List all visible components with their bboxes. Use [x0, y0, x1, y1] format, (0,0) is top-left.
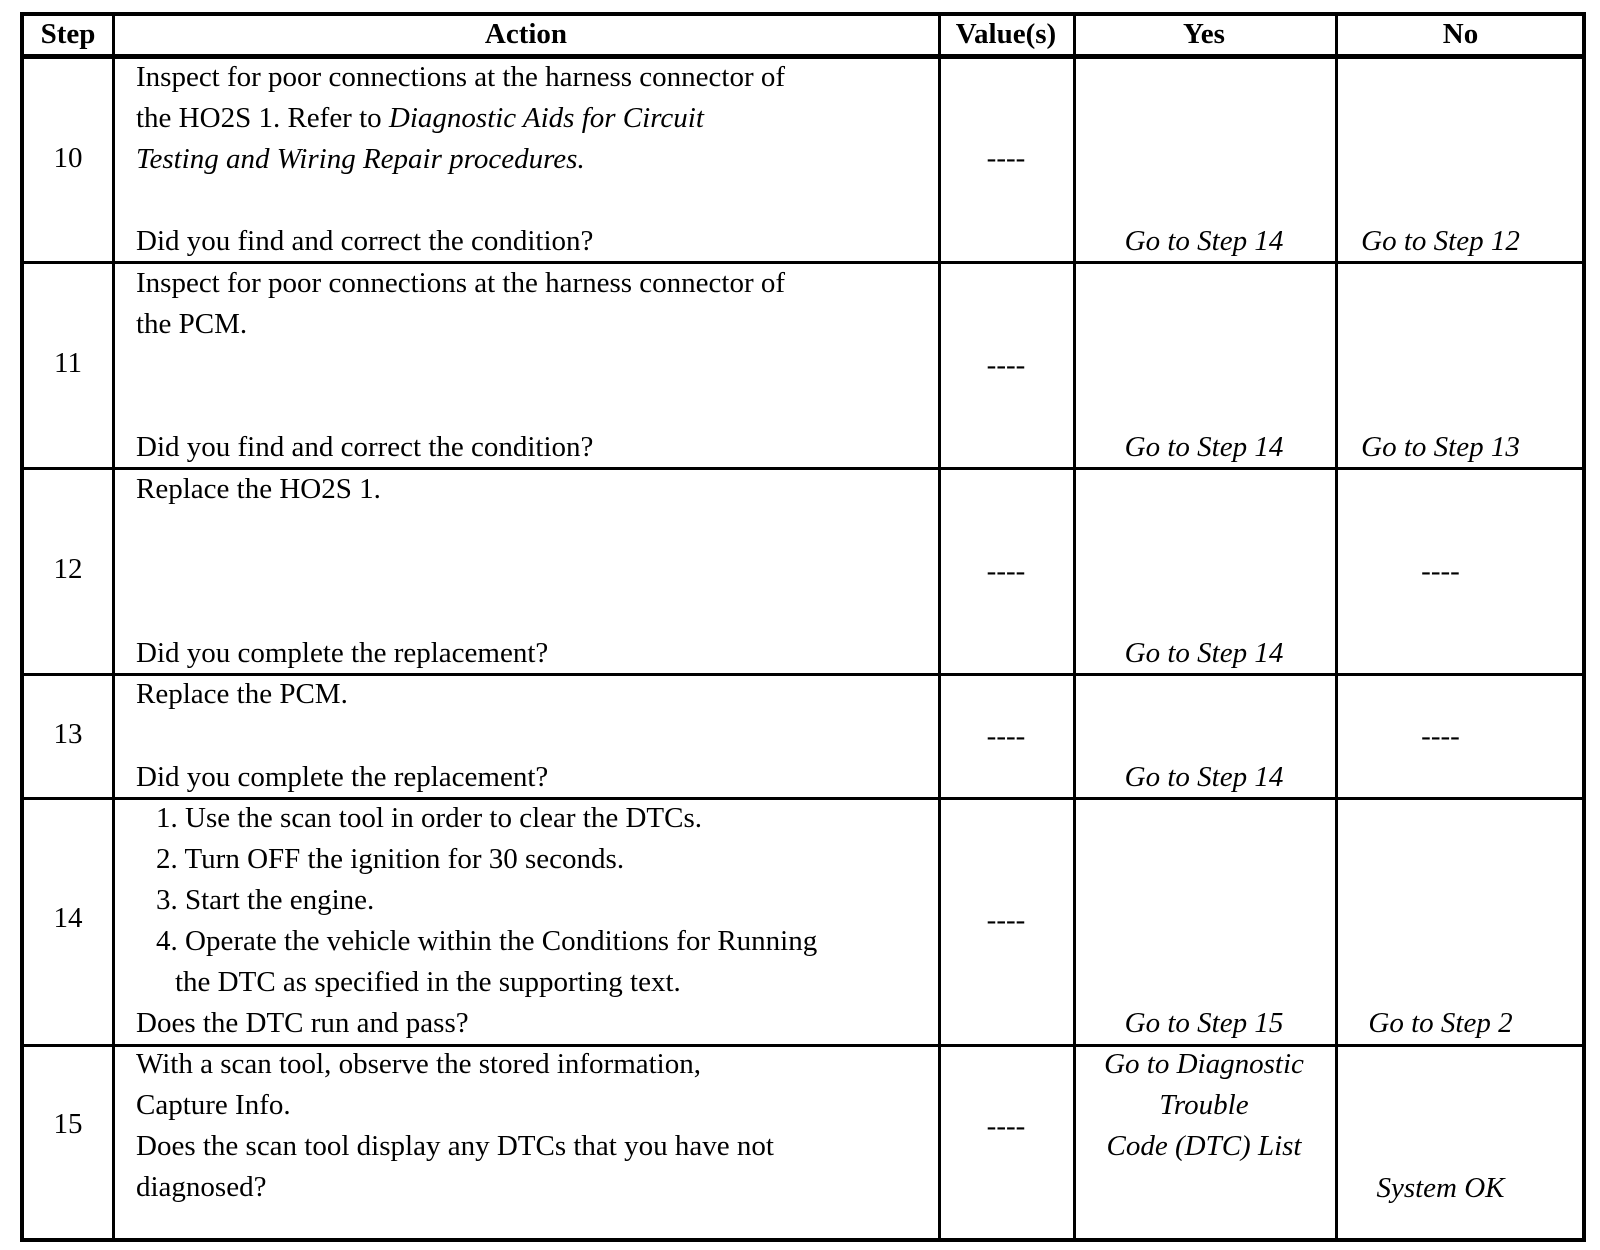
- yes-link-line[interactable]: Trouble: [1159, 1089, 1249, 1121]
- action-question: Did you complete the replacement?: [136, 637, 549, 669]
- action-question: Did you find and correct the condition?: [136, 431, 594, 463]
- column-rule: [1335, 16, 1338, 1238]
- reference-link[interactable]: Testing and Wiring Repair procedures.: [136, 143, 585, 175]
- action-line: [136, 98, 926, 139]
- action-steps: [136, 798, 926, 1044]
- action-step-item: 1. Use the scan tool in order to clear the DTCs.: [156, 802, 703, 834]
- value-cell: ----: [986, 349, 1026, 381]
- no-value: ----: [1421, 555, 1460, 587]
- step-number: 12: [53, 553, 83, 585]
- column-rule: [112, 16, 115, 1238]
- action-question: Did you complete the replacement?: [136, 761, 549, 793]
- yes-goto-link[interactable]: Go to Step 14: [1124, 761, 1284, 793]
- action-question: diagnosed?: [136, 1171, 267, 1203]
- yes-goto-link[interactable]: Go to Step 15: [1124, 1007, 1284, 1039]
- no-goto-link[interactable]: Go to Step 2: [1368, 1007, 1513, 1039]
- action-text: [136, 1044, 926, 1208]
- no-value: ----: [1421, 720, 1460, 752]
- action-step-item: 3. Start the engine.: [156, 884, 375, 916]
- value-cell: ----: [986, 555, 1026, 587]
- action-line: Replace the PCM.: [136, 678, 348, 710]
- action-line: Inspect for poor connections at the harness connector of: [136, 61, 786, 93]
- action-line: With a scan tool, observe the stored information,: [136, 1048, 701, 1080]
- reference-link[interactable]: Diagnostic Aids for Circuit: [388, 102, 704, 134]
- action-text: [136, 57, 926, 180]
- action-line-text: the HO2S 1. Refer to: [136, 102, 389, 134]
- value-cell: ----: [986, 720, 1026, 752]
- step-number: 13: [53, 718, 83, 750]
- header-step: Step: [40, 18, 96, 50]
- action-step-item: 2. Turn OFF the ignition for 30 seconds.: [156, 843, 625, 875]
- yes-goto-link[interactable]: Go to Step 14: [1124, 431, 1284, 463]
- yes-goto-link[interactable]: Go to Step 14: [1124, 637, 1284, 669]
- header-yes: Yes: [1183, 18, 1225, 50]
- step-number: 14: [53, 902, 83, 934]
- action-question: Did you find and correct the condition?: [136, 225, 594, 257]
- action-text: [136, 263, 926, 345]
- yes-goto-link[interactable]: Go to Step 14: [1124, 225, 1284, 257]
- yes-goto-link[interactable]: [1075, 1044, 1333, 1167]
- header-no: No: [1442, 18, 1479, 50]
- header-values: Value(s): [955, 18, 1057, 50]
- column-rule: [938, 16, 941, 1238]
- step-number: 11: [54, 347, 82, 379]
- value-cell: ----: [986, 1110, 1026, 1142]
- value-cell: ----: [986, 142, 1026, 174]
- action-step-item: 4. Operate the vehicle within the Conditions for Running: [156, 925, 818, 957]
- system-ok-text: System OK: [1376, 1172, 1505, 1204]
- yes-link-line[interactable]: Go to Diagnostic: [1104, 1048, 1304, 1080]
- yes-link-line[interactable]: Code (DTC) List: [1106, 1130, 1302, 1162]
- action-question: Does the scan tool display any DTCs that you have not: [136, 1130, 774, 1162]
- action-question: Does the DTC run and pass?: [136, 1007, 469, 1039]
- no-goto-link[interactable]: Go to Step 13: [1361, 431, 1520, 463]
- header-action: Action: [484, 18, 568, 50]
- action-line: Inspect for poor connections at the harness connector of: [136, 267, 786, 299]
- step-number: 15: [53, 1108, 83, 1140]
- action-step-item-continued: the DTC as specified in the supporting text.: [175, 966, 681, 998]
- action-line: Capture Info.: [136, 1089, 291, 1121]
- no-goto-link[interactable]: Go to Step 12: [1361, 225, 1520, 257]
- step-number: 10: [53, 142, 83, 174]
- action-line: Replace the HO2S 1.: [136, 473, 381, 505]
- action-line: the PCM.: [136, 308, 248, 340]
- value-cell: ----: [986, 904, 1026, 936]
